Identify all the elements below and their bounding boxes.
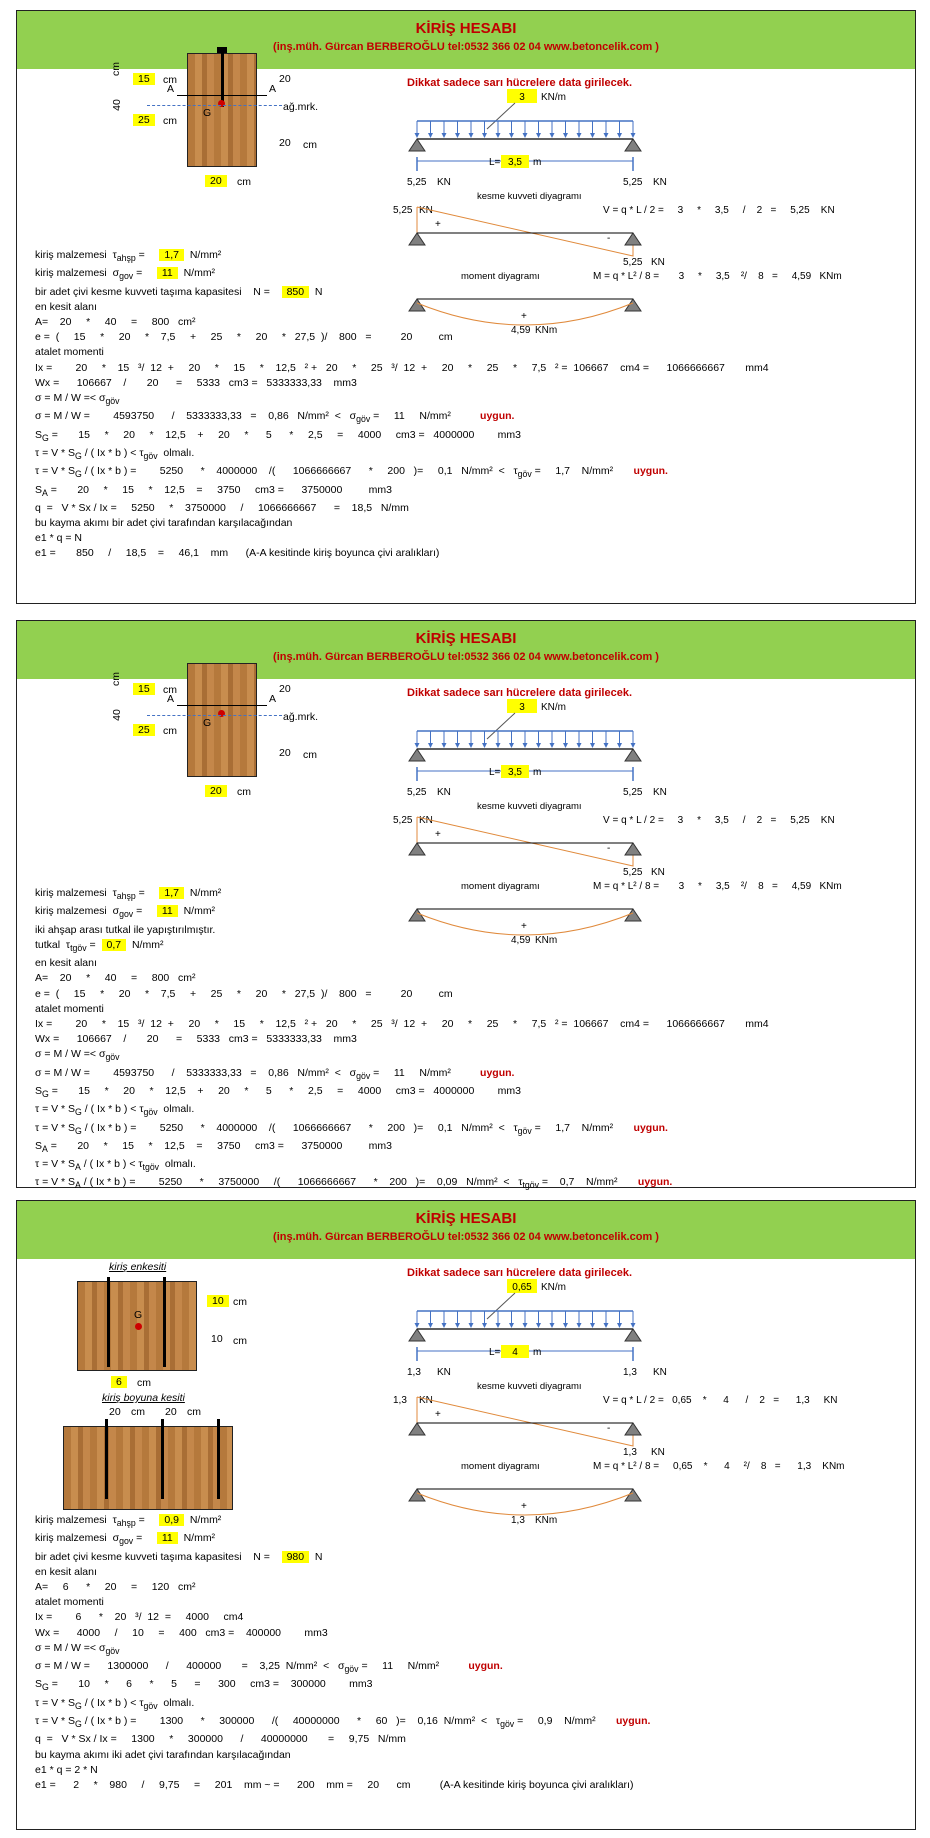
dim-unit: cm: [110, 672, 122, 686]
svg-text:+: +: [521, 311, 527, 322]
calc-line: e1 = 850 / 18,5 = 46,1 mm (A-A kesitinde kiriş boyunca çivi aralıkları): [35, 547, 440, 560]
calculation-lines: [35, 886, 769, 1194]
load-unit: KN/m: [541, 702, 566, 713]
svg-text:KNm: KNm: [535, 1515, 558, 1526]
neutral-axis-label: ağ.mrk.: [283, 101, 319, 113]
calc-line: Wx = 106667 / 20 = 5333 cm3 = 5333333,33 mm3: [35, 1033, 357, 1046]
span-value: 3,5: [508, 157, 522, 168]
svg-text:KN: KN: [651, 1447, 665, 1458]
support-icon: [409, 1423, 425, 1435]
calc-line: kiriş malzemesi $\tau_{ahşp}$ = 1,7 N/mm²: [35, 249, 222, 264]
moment-max: 4,59: [511, 325, 531, 336]
calc-line: $\tau = V * S_G$ / ( Ix * b ) < $\tau_{göv}$ olmalı.: [35, 1696, 195, 1711]
title: KİRİŞ HESABI: [415, 1210, 517, 1227]
label-A-left: A: [167, 693, 175, 705]
notice: Dikkat sadece sarı hücrelere data girilecek.: [407, 1267, 633, 1279]
calc-line: tutkal $\tau_{tgöv} = 0,7$ N/mm²: [35, 938, 164, 953]
nail: [221, 47, 224, 107]
m-formula: M = q * L² / 8 = 3 * 3,5 ²/ 8 = 4,59 KNm: [593, 881, 842, 892]
calc-line: $\tau = V * S_G$ / ( Ix * b ) = 5250 * 4000000 /( 1066666667 * 200 )= 0,1 $N/mm^2 < \tau_{göv}$ = 1,7 N/mm² uygun.: [35, 1121, 668, 1136]
svg-text:KNm: KNm: [535, 935, 558, 946]
calc-line: e = ( 15 * 20 * 7,5 + 25 * 20 * 27,5 )/ 800 = 20 cm: [35, 331, 453, 344]
moment-max: 1,3: [511, 1515, 525, 1526]
reaction-left: 1,3: [407, 1367, 421, 1378]
nail: [107, 1277, 110, 1367]
panel-2: [16, 620, 916, 1191]
calc-line: σ = M / W = 4593750 / 5333333,33 = 0,86 $N/mm^2 < \sigma_{göv}$ = 11 N/mm² uygun.: [35, 1066, 515, 1081]
calc-line: q = V * Sx / Ix = 1300 * 300000 / 40000000 = 9,75 N/mm: [35, 1733, 406, 1746]
label-G: G: [203, 717, 212, 729]
title: KİRİŞ HESABI: [415, 20, 517, 37]
shear-min: 5,25: [623, 867, 643, 878]
calc-line: $S_G$ = 15 * 20 * 12,5 + 20 * 5 * 2,5 = 4000 cm3 = 4000000 mm3: [35, 1084, 521, 1099]
input-b[interactable]: 20: [205, 175, 227, 187]
v-formula: V = q * L / 2 = 3 * 3,5 / 2 = 5,25 KN: [603, 205, 835, 216]
long-section-title: kiriş boyuna kesiti: [102, 1392, 185, 1404]
section-title: kiriş enkesiti: [109, 1261, 167, 1273]
nail: [163, 1277, 166, 1367]
calc-line: e = ( 15 * 20 * 7,5 + 25 * 20 * 27,5 )/ 800 = 20 cm: [35, 987, 453, 1000]
calc-line: A= 20 * 40 = 800 cm²: [35, 316, 196, 328]
label-A-right: A: [269, 693, 277, 705]
input-b[interactable]: 20: [205, 785, 227, 797]
cross-section: [107, 43, 357, 283]
unit: cm: [131, 1406, 145, 1418]
unit: cm: [237, 176, 251, 188]
calc-line: σ = M / W = 1300000 / 400000 = 3,25 $N/mm^2 < \sigma_{göv}$ = 11 N/mm² uygun.: [35, 1660, 503, 1675]
dim-r2: 20: [279, 137, 291, 149]
reaction-left: 5,25: [407, 177, 427, 188]
subtitle: (inş.müh. Gürcan BERBEROĞLU tel:0532 366 02 04 www.betoncelik.com ): [273, 1231, 659, 1243]
v-formula: V = q * L / 2 = 0,65 * 4 / 2 = 1,3 KN: [603, 1395, 838, 1406]
title: KİRİŞ HESABI: [415, 630, 517, 647]
svg-text:-: -: [607, 233, 611, 244]
svg-text:+: +: [521, 921, 527, 932]
svg-text:KN: KN: [653, 787, 667, 798]
centroid-dot: [135, 1323, 142, 1330]
support-icon: [625, 843, 641, 855]
support-icon: [625, 233, 641, 245]
svg-text:L=: L=: [489, 767, 501, 778]
shear-max: 5,25: [393, 815, 413, 826]
calc-line: Ix = 20 * 15 ³/ 12 + 20 * 15 * 12,5 ² + 20 * 25 ³/ 12 + 20 * 25 * 7,5 ² = 106667 cm4 = 1066666667 mm4: [35, 361, 769, 374]
shear-max: 1,3: [393, 1395, 407, 1406]
unit: cm: [163, 684, 177, 696]
unit: cm: [163, 74, 177, 86]
svg-text:KN: KN: [419, 1395, 433, 1406]
joint-line: [177, 705, 267, 706]
calc-line: $\sigma = M / W =< \sigma_{göv}$: [35, 392, 120, 407]
shear-max: 5,25: [393, 205, 413, 216]
moment-title: moment diyagramı: [461, 1461, 540, 1472]
notice: Dikkat sadece sarı hücrelere data girilecek.: [407, 77, 633, 89]
calc-line: bir adet çivi kesme kuvveti taşıma kapasitesi N = 980 N: [35, 1550, 323, 1563]
nail-head: [217, 47, 227, 53]
shear-title: kesme kuvveti diyagramı: [477, 801, 582, 812]
neutral-axis-line: [147, 105, 282, 106]
calculation-lines: [35, 1513, 650, 1793]
svg-text:+: +: [435, 219, 441, 230]
svg-text:m: m: [533, 157, 542, 168]
calc-line: σ = M / W = 4593750 / 5333333,33 = 0,86 $N/mm^2 < \sigma_{göv}$ = 11 N/mm² uygun.: [35, 410, 515, 425]
svg-text:-: -: [607, 1423, 611, 1434]
calc-line: Wx = 106667 / 20 = 5333 cm3 = 5333333,33 mm3: [35, 376, 357, 389]
panel-3: [16, 1200, 916, 1830]
svg-text:m: m: [533, 767, 542, 778]
unit: cm: [163, 115, 177, 127]
support-icon: [625, 1423, 641, 1435]
dim-unit: cm: [110, 62, 122, 76]
svg-text:+: +: [521, 1501, 527, 1512]
wood-section: [187, 663, 257, 777]
input-t1[interactable]: 10: [207, 1295, 229, 1307]
calc-line: atalet momenti: [35, 346, 104, 359]
label-G: G: [203, 107, 212, 119]
load-unit: KN/m: [541, 1282, 566, 1293]
shear-min: 1,3: [623, 1447, 637, 1458]
calc-line: Wx = 4000 / 10 = 400 cm3 = 400000 mm3: [35, 1626, 328, 1639]
dim-r2: 20: [279, 747, 291, 759]
reaction-left: 5,25: [407, 787, 427, 798]
svg-text:-: -: [607, 843, 611, 854]
calc-line: e1 * q = 2 * N: [35, 1763, 98, 1776]
calc-line: $\tau = V * S_A$ / ( Ix * b ) = 5250 * 3750000 /( 1066666667 * 200 )= 0,09 $N/mm^2 < \tau_{tgöv}$ = 0,7 N/mm² uygun.: [35, 1176, 673, 1191]
svg-text:KN: KN: [419, 205, 433, 216]
shear-min: 5,25: [623, 257, 643, 268]
calc-line: kiriş malzemesi $\sigma_{gov}$ = 11 N/mm²: [35, 905, 216, 920]
m-formula: M = q * L² / 8 = 3 * 3,5 ²/ 8 = 4,59 KNm: [593, 271, 842, 282]
input-t2[interactable]: 25: [133, 114, 155, 126]
calc-line: A= 6 * 20 = 120 cm²: [35, 1581, 196, 1593]
calc-line: $\sigma = M / W =< \sigma_{göv}$: [35, 1048, 120, 1063]
calc-line: e1 = 2 * 980 / 9,75 = 201 mm ~ = 200 mm = 20 cm (A-A kesitinde kiriş boyunca çivi aralıkları): [35, 1778, 634, 1791]
nail: [217, 1419, 220, 1499]
input-b[interactable]: 6: [111, 1376, 127, 1388]
moment-max: 4,59: [511, 935, 531, 946]
v-formula: V = q * L / 2 = 3 * 3,5 / 2 = 5,25 KN: [603, 815, 835, 826]
load-value: 3: [519, 92, 525, 103]
unit: cm: [163, 725, 177, 737]
unit: cm: [303, 139, 317, 151]
calc-line: $S_A$ = 20 * 15 * 12,5 = 3750 cm3 = 3750000 mm3: [35, 483, 392, 498]
input-t1[interactable]: 15: [133, 683, 155, 695]
calc-line: $S_A$ = 20 * 15 * 12,5 = 3750 cm3 = 3750000 mm3: [35, 1139, 392, 1154]
calc-line: bu kayma akımı bir adet çivi tarafından karşılacağından: [35, 517, 293, 529]
load-unit: KN/m: [541, 92, 566, 103]
subtitle: (inş.müh. Gürcan BERBEROĞLU tel:0532 366 02 04 www.betoncelik.com ): [273, 41, 659, 53]
neutral-axis-label: ağ.mrk.: [283, 711, 319, 723]
span-value: 4: [512, 1347, 518, 1358]
calc-line: kiriş malzemesi $\tau_{ahşp}$ = 0,9 N/mm²: [35, 1514, 222, 1529]
calc-line: $\tau = V * S_A$ / ( Ix * b ) < $\tau_{tgöv}$ olmalı.: [35, 1158, 196, 1173]
nail: [161, 1419, 164, 1499]
calc-line: A= 20 * 40 = 800 cm²: [35, 972, 196, 985]
calc-line: Ix = 20 * 15 ³/ 12 + 20 * 15 * 12,5 ² + 20 * 25 ³/ 12 + 20 * 25 * 7,5 ² = 106667 cm4 = 1066666667 mm4: [35, 1017, 769, 1030]
svg-text:KN: KN: [437, 787, 451, 798]
calc-line: $S_G$ = 10 * 6 * 5 = 300 cm3 = 300000 mm3: [35, 1678, 373, 1693]
support-icon: [409, 233, 425, 245]
calc-line: en kesit alanı: [35, 1565, 97, 1578]
notice: Dikkat sadece sarı hücrelere data girilecek.: [407, 687, 633, 699]
calc-line: bir adet çivi kesme kuvveti taşıma kapasitesi N = 850 N: [35, 285, 323, 298]
calc-line: kiriş malzemesi $\sigma_{gov}$ = 11 N/mm²: [35, 267, 216, 282]
svg-text:L=: L=: [489, 157, 501, 168]
calc-line: Ix = 6 * 20 ³/ 12 = 4000 cm4: [35, 1611, 244, 1624]
svg-text:KN: KN: [653, 1367, 667, 1378]
svg-text:+: +: [435, 829, 441, 840]
moment-title: moment diyagramı: [461, 271, 540, 282]
svg-text:KN: KN: [419, 815, 433, 826]
longitudinal-section: [63, 1426, 233, 1510]
label-A-left: A: [167, 83, 175, 95]
support-icon: [625, 749, 641, 761]
subtitle: (inş.müh. Gürcan BERBEROĞLU tel:0532 366 02 04 www.betoncelik.com ): [273, 651, 659, 663]
calculation-lines: [35, 248, 769, 562]
support-icon: [625, 1329, 641, 1341]
calc-line: bu kayma akımı iki adet çivi tarafından karşılacağından: [35, 1748, 291, 1761]
reaction-right: 1,3: [623, 1367, 637, 1378]
spacing-1: 20: [109, 1406, 121, 1418]
unit: cm: [187, 1406, 201, 1418]
calc-line: $\tau = V * S_G$ / ( Ix * b ) < $\tau_{göv}$ olmalı.: [35, 1103, 195, 1118]
support-icon: [625, 139, 641, 151]
support-icon: [409, 749, 425, 761]
svg-text:+: +: [435, 1409, 441, 1420]
unit: cm: [233, 1296, 247, 1308]
load-value: 3: [519, 702, 525, 713]
support-icon: [409, 843, 425, 855]
cross-section: [107, 653, 357, 893]
calc-line: $\tau = V * S_G$ / ( Ix * b ) = 1300 * 300000 /( 40000000 * 60 )= 0,16 $N/mm^2 < \tau_{göv}$ = 0,9 N/mm² uygun.: [35, 1715, 651, 1730]
label-A-right: A: [269, 83, 277, 95]
calc-line: en kesit alanı: [35, 957, 97, 970]
support-icon: [409, 1329, 425, 1341]
reaction-right: 5,25: [623, 177, 643, 188]
input-t1[interactable]: 15: [133, 73, 155, 85]
label-G: G: [134, 1309, 143, 1321]
calc-line: iki ahşap arası tutkal ile yapıştırılmıştır.: [35, 923, 216, 936]
calc-line: atalet momenti: [35, 1002, 104, 1015]
reaction-right: 5,25: [623, 787, 643, 798]
svg-text:L=: L=: [489, 1347, 501, 1358]
input-t2[interactable]: 25: [133, 724, 155, 736]
calc-line: $S_G$ = 15 * 20 * 12,5 + 20 * 5 * 2,5 = 4000 cm3 = 4000000 mm3: [35, 428, 521, 443]
dim-t2: 10: [211, 1333, 223, 1345]
panel-1: [16, 10, 916, 604]
load-value: 0,65: [512, 1282, 532, 1293]
calc-line: q = V * Sx / Ix = 5250 * 3750000 / 1066666667 = 18,5 N/mm: [35, 501, 409, 514]
dim-h: 40: [110, 99, 123, 111]
calc-line: e1 * q = N: [35, 532, 82, 545]
svg-text:KN: KN: [437, 1367, 451, 1378]
shear-line: [417, 817, 633, 866]
svg-text:KN: KN: [651, 257, 665, 268]
nail: [105, 1419, 108, 1499]
calc-line: en kesit alanı: [35, 300, 97, 313]
span-value: 3,5: [508, 767, 522, 778]
svg-text:KN: KN: [653, 177, 667, 188]
calc-line: $\sigma = M / W =< \sigma_{göv}$: [35, 1641, 120, 1656]
m-formula: M = q * L² / 8 = 0,65 * 4 ²/ 8 = 1,3 KNm: [593, 1461, 845, 1472]
svg-text:KN: KN: [437, 177, 451, 188]
svg-text:KN: KN: [651, 867, 665, 878]
shear-line: [417, 1397, 633, 1446]
calc-line: kiriş malzemesi $\tau_{ahşp}$ = 1,7 N/mm²: [35, 887, 222, 902]
spacing-2: 20: [165, 1406, 177, 1418]
moment-title: moment diyagramı: [461, 881, 540, 892]
shear-title: kesme kuvveti diyagramı: [477, 1381, 582, 1392]
calc-line: $\tau = V * S_G$ / ( Ix * b ) < $\tau_{göv}$ olmalı.: [35, 446, 195, 461]
dim-r1: 20: [279, 73, 291, 85]
calc-line: atalet momenti: [35, 1596, 104, 1609]
calc-line: kiriş malzemesi $\sigma_{gov}$ = 11 N/mm²: [35, 1532, 216, 1547]
dim-h: 40: [110, 709, 123, 721]
panel-header: [17, 1201, 915, 1259]
calc-line: $\tau = V * S_G$ / ( Ix * b ) = 5250 * 4000000 /( 1066666667 * 200 )= 0,1 $N/mm^2 < \tau_{göv}$ = 1,7 N/mm² uygun.: [35, 465, 668, 480]
unit: cm: [137, 1377, 151, 1389]
dim-r1: 20: [279, 683, 291, 695]
shear-title: kesme kuvveti diyagramı: [477, 191, 582, 202]
unit: cm: [303, 749, 317, 761]
neutral-axis-line: [147, 715, 282, 716]
svg-text:m: m: [533, 1347, 542, 1358]
unit: cm: [237, 786, 251, 798]
svg-text:KNm: KNm: [535, 325, 558, 336]
support-icon: [409, 139, 425, 151]
unit: cm: [233, 1335, 247, 1347]
